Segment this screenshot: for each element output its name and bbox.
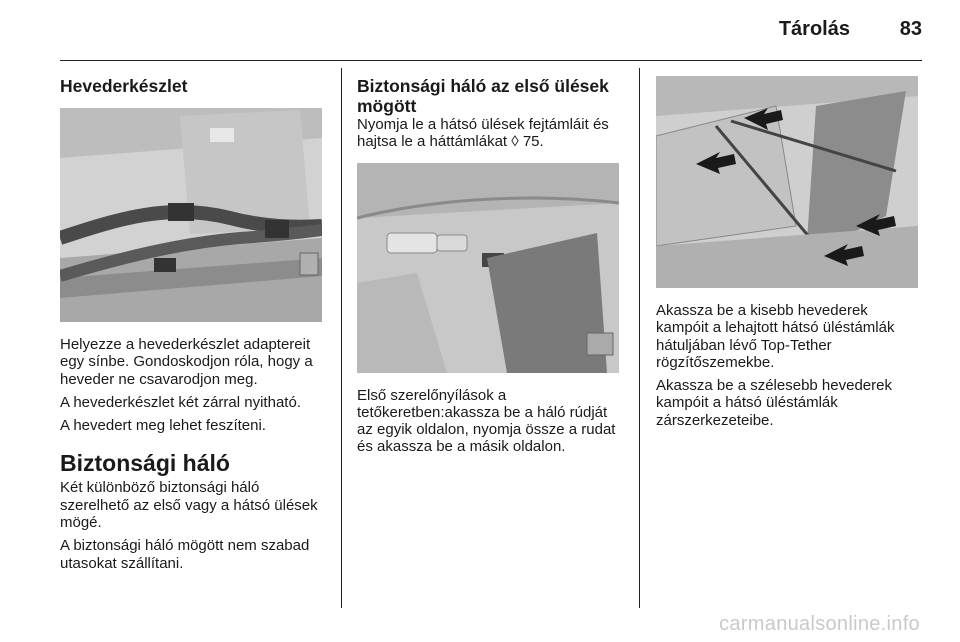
column-1 — [60, 76, 325, 578]
column-2 — [357, 76, 622, 462]
heading-strap-kit: Hevederkészlet — [60, 76, 188, 96]
figure-roof-mounting — [357, 163, 619, 373]
watermark: carmanualsonline.info — [719, 613, 920, 635]
column-divider — [639, 68, 640, 608]
paragraph: A biztonsági háló mögött nem szabad utasokat szállítani. — [60, 537, 310, 572]
page-number: 83 — [899, 18, 922, 40]
paragraph: Első szerelőnyílások a tetőkeretben:akassza be a háló rúdját az egyik oldalon, nyomja össze a rudat és akassza be a másik oldalon. — [357, 386, 616, 456]
paragraph: Akassza be a kisebb hevederek kampóit a lehajtott hátsó üléstámlák hátuljában lévő Top-Tether rögzítőszemekbe. — [656, 302, 895, 371]
figure-strap-kit — [60, 108, 322, 322]
paragraph: A hevedert meg lehet feszíteni. — [60, 417, 266, 435]
column-3 — [656, 76, 922, 435]
figure-net-attachment — [656, 76, 918, 288]
paragraph: Helyezze a hevederkészlet adaptereit egy sínbe. Gondoskodjon róla, hogy a heveder ne csavarodjon meg. — [60, 336, 313, 388]
paragraph: Nyomja le a hátsó ülések fejtámláit és hajtsa le a háttámlákat ◊ 75. — [357, 116, 609, 151]
column-divider — [341, 68, 342, 608]
section-title: Tárolás — [778, 18, 850, 40]
page-header — [60, 18, 922, 48]
heading-net-behind-front-seats: Biztonsági háló az első ülések mögött — [357, 76, 609, 116]
heading-safety-net: Biztonsági háló — [60, 450, 230, 477]
paragraph: Két különböző biztonsági háló szerelhető az első vagy a hátsó ülések mögé. — [60, 479, 318, 532]
header-rule — [60, 60, 922, 61]
paragraph: A hevederkészlet két zárral nyitható. — [60, 393, 301, 411]
paragraph: Akassza be a szélesebb hevederek kampóit a hátsó üléstámlák zárszerkezeteibe. — [656, 377, 892, 429]
